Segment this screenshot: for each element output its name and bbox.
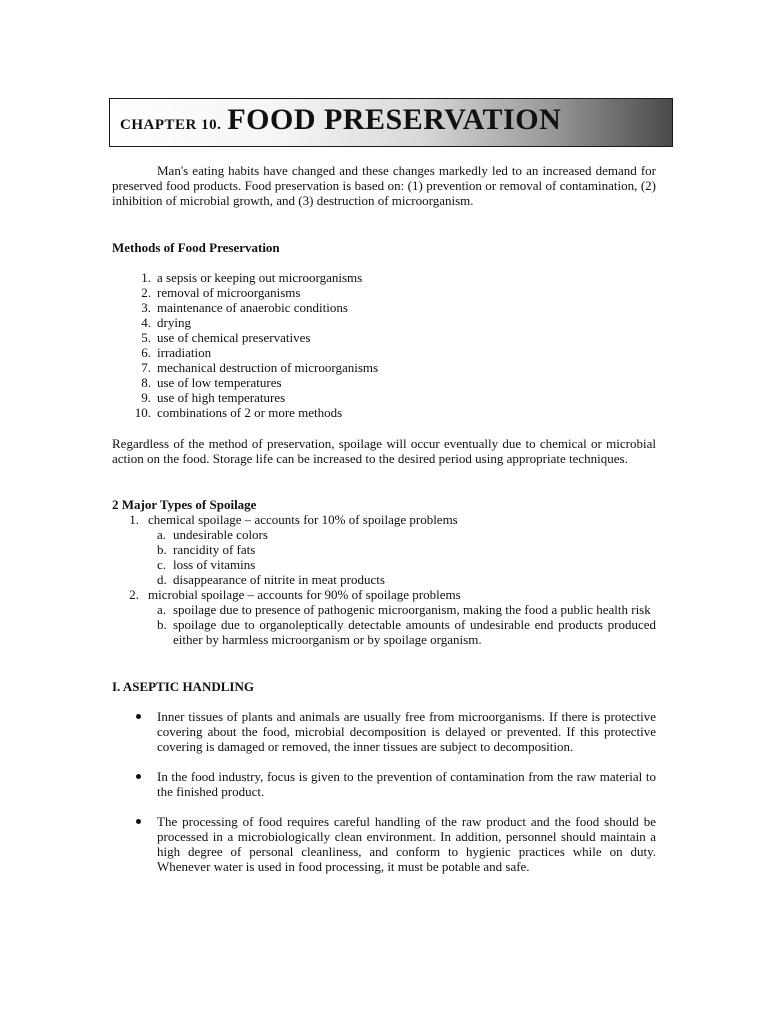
methods-heading: Methods of Food Preservation	[112, 240, 280, 255]
list-item-number: 9.	[141, 390, 151, 405]
list-item-text: removal of microorganisms	[157, 285, 301, 300]
sub-list-item	[112, 542, 656, 557]
list-item-number: 2.	[129, 587, 139, 602]
list-item	[112, 375, 656, 390]
chapter-title-main: FOOD PRESERVATION	[227, 103, 562, 136]
sub-list-item	[112, 572, 656, 587]
bullet-text: Inner tissues of plants and animals are usually free from microorganisms. If there is protective covering about the food, microbial decomposition is delayed or prevented. If this protective covering is damaged or removed, the inner tissues are subject to decomposition.	[157, 709, 656, 754]
intro-paragraph: Man's eating habits have changed and these changes markedly led to an increased demand for preserved food products. Food preservation is based on: (1) prevention or removal of contamination, (2) inhibition of microbial growth, and (3) destruction of microorganism.	[112, 163, 656, 208]
list-item-number: 8.	[141, 375, 151, 390]
list-item-number: 6.	[141, 345, 151, 360]
sub-list-item	[112, 602, 656, 617]
sub-item-letter: b.	[157, 617, 167, 632]
list-item	[112, 330, 656, 345]
sub-list-item	[112, 527, 656, 542]
sub-item-letter: b.	[157, 542, 167, 557]
aseptic-bullet-list	[112, 709, 656, 889]
chapter-number: CHAPTER 10.	[120, 117, 222, 133]
spoilage-type-microbial	[112, 587, 656, 602]
list-item-text: drying	[157, 315, 191, 330]
list-item-number: 1.	[141, 270, 151, 285]
list-item-text: use of chemical preservatives	[157, 330, 311, 345]
sub-item-letter: d.	[157, 572, 167, 587]
sub-item-letter: a.	[157, 602, 167, 617]
sub-item-letter: a.	[157, 527, 167, 542]
methods-list	[112, 270, 656, 420]
list-item-number: 10.	[134, 405, 151, 420]
sub-item-text: spoilage due to presence of pathogenic microorganism, making the food a public health risk	[173, 602, 651, 617]
list-item-number: 1.	[129, 512, 139, 527]
list-item	[112, 285, 656, 300]
list-item	[112, 390, 656, 405]
chapter-title-banner	[109, 98, 673, 147]
bullet-item	[112, 814, 656, 874]
list-item-text: use of high temperatures	[157, 390, 286, 405]
list-item-number: 5.	[141, 330, 151, 345]
list-item	[112, 345, 656, 360]
sub-list-item	[112, 617, 656, 647]
list-item-text: maintenance of anaerobic conditions	[157, 300, 348, 315]
list-item-text: chemical spoilage – accounts for 10% of spoilage problems	[148, 512, 458, 527]
spoilage-intro-paragraph: Regardless of the method of preservation, spoilage will occur eventually due to chemical or microbial action on the food. Storage life can be increased to the desired period using appropriate techniques.	[112, 436, 656, 466]
sub-item-text: rancidity of fats	[173, 542, 256, 557]
sub-item-text: loss of vitamins	[173, 557, 256, 572]
list-item-text: irradiation	[157, 345, 212, 360]
list-item	[112, 270, 656, 285]
list-item	[112, 405, 656, 420]
bullet-icon	[112, 709, 157, 754]
list-item-number: 4.	[141, 315, 151, 330]
chapter-title	[120, 103, 561, 137]
sub-list-item	[112, 557, 656, 572]
list-item-number: 7.	[141, 360, 151, 375]
sub-item-text: disappearance of nitrite in meat products	[173, 572, 385, 587]
list-item-number: 3.	[141, 300, 151, 315]
list-item-text: use of low temperatures	[157, 375, 282, 390]
bullet-icon	[112, 769, 157, 799]
list-item	[112, 300, 656, 315]
list-item-text: combinations of 2 or more methods	[157, 405, 343, 420]
list-item-text: mechanical destruction of microorganisms	[157, 360, 379, 375]
sub-item-letter: c.	[157, 557, 167, 572]
list-item	[112, 315, 656, 330]
list-item-text: microbial spoilage – accounts for 90% of spoilage problems	[148, 587, 461, 602]
bullet-text: In the food industry, focus is given to the prevention of contamination from the raw material to the finished product.	[157, 769, 656, 799]
bullet-icon	[112, 814, 157, 874]
aseptic-handling-heading: I. ASEPTIC HANDLING	[112, 679, 254, 694]
bullet-item	[112, 769, 656, 799]
sub-item-text: undesirable colors	[173, 527, 268, 542]
list-item-text: a sepsis or keeping out microorganisms	[157, 270, 363, 285]
spoilage-list	[112, 512, 656, 647]
list-item-number: 2.	[141, 285, 151, 300]
bullet-text: The processing of food requires careful handling of the raw product and the food should be processed in a microbiologically clean environment. In addition, personnel should maintain a high degree of personal cleanliness, and conform to hygienic practices while on duty. Whenever water is used in food processing, it must be potable and safe.	[157, 814, 656, 874]
spoilage-heading: 2 Major Types of Spoilage	[112, 497, 257, 512]
bullet-item	[112, 709, 656, 754]
spoilage-type-chemical	[112, 512, 656, 527]
list-item	[112, 360, 656, 375]
sub-item-text: spoilage due to organoleptically detectable amounts of undesirable end products produced either by harmless microorganism or by spoilage organism.	[173, 617, 656, 647]
